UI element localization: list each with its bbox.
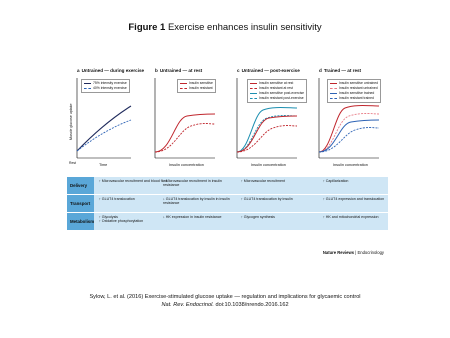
panel-d-xlabel: Insulin concentration <box>333 163 368 167</box>
table-cell: ↑ HK and mitochondrial expression <box>323 214 379 219</box>
table-cell: ↓ HK expression in insulin resistance <box>163 214 222 219</box>
panel-c <box>233 68 303 178</box>
panel-a-legend: 75% intensity exercise 40% intensity exercise <box>81 79 130 93</box>
table-cell: ↑ GLUT4 translocation by insulin <box>241 196 293 201</box>
table-cell: ↑ Glycolysis ↑ Oxidative phosphorylation <box>99 214 144 224</box>
table-cell: ↑ GLUT4 translocation <box>99 196 135 201</box>
y-axis-label: Muscle glucose uptake <box>69 103 73 140</box>
mechanism-table <box>67 177 388 232</box>
row-header: Transport <box>67 195 94 212</box>
panel-d <box>315 68 385 178</box>
panel-b-title: b Untrained — at rest <box>155 68 203 73</box>
table-cell: ↓ Microvascular recruitment in insulin resistance <box>163 178 222 187</box>
panel-c-xlabel: Insulin concentration <box>251 163 286 167</box>
citation-line-1: Sylow, L. et al. (2016) Exercise-stimulated glucose uptake — regulation and implications for glycaemic control <box>89 294 361 300</box>
panel-b <box>151 68 221 178</box>
citation-doi: doi:10.1038/nrendo.2016.162 <box>215 301 289 308</box>
figure-number: Figure 1 <box>128 22 166 33</box>
table-cell: ↑ GLUT4 expression and translocation <box>323 196 385 201</box>
citation <box>0 294 450 309</box>
figure <box>67 64 388 262</box>
panel-b-legend: Insulin sensitive Insulin resistant <box>177 79 216 93</box>
citation-line-2 <box>0 302 450 310</box>
figure-caption: Exercise enhances insulin sensitivity <box>167 22 322 33</box>
table-cell: ↓ GLUT4 translocation by insulin in insulin resistance <box>163 196 230 206</box>
row-header: Delivery <box>67 177 94 194</box>
rest-label: Rest <box>69 161 76 165</box>
panel-c-title: c Untrained — post-exercise <box>237 68 300 73</box>
table-cell: ↑ Microvascular recruitment <box>241 178 285 183</box>
table-row-transport <box>67 195 388 212</box>
slide-title <box>0 22 450 33</box>
panel-a-xlabel: Time <box>99 163 108 167</box>
panel-c-legend: Insulin sensitive at rest Insulin resistant at rest Insulin sensitive post-exercise Insulin resistant post-exercise <box>247 79 307 103</box>
row-header: Metabolism <box>67 213 94 230</box>
panel-a-title: a Untrained — during exercise <box>77 68 145 73</box>
table-cell: ↑ Capillarization <box>323 178 349 183</box>
table-cell: ↑ Glycogen synthesis <box>241 214 275 219</box>
panel-b-xlabel: Insulin concentration <box>169 163 204 167</box>
panel-d-title: d Trained — at rest <box>319 68 362 73</box>
citation-journal: Nat. Rev. Endocrinol. <box>161 301 214 308</box>
table-row-metabolism <box>67 213 388 230</box>
journal-brand: Nature Reviews | Endocrinology <box>322 250 384 255</box>
table-cell: ↑ Microvascular recruitment and blood flow <box>99 178 168 183</box>
panel-d-legend: Insulin sensitive untrained Insulin resistant untrained Insulin sensitive trained Insulin resistant trained <box>327 79 381 103</box>
table-row-delivery <box>67 177 388 194</box>
panel-a <box>69 68 145 178</box>
